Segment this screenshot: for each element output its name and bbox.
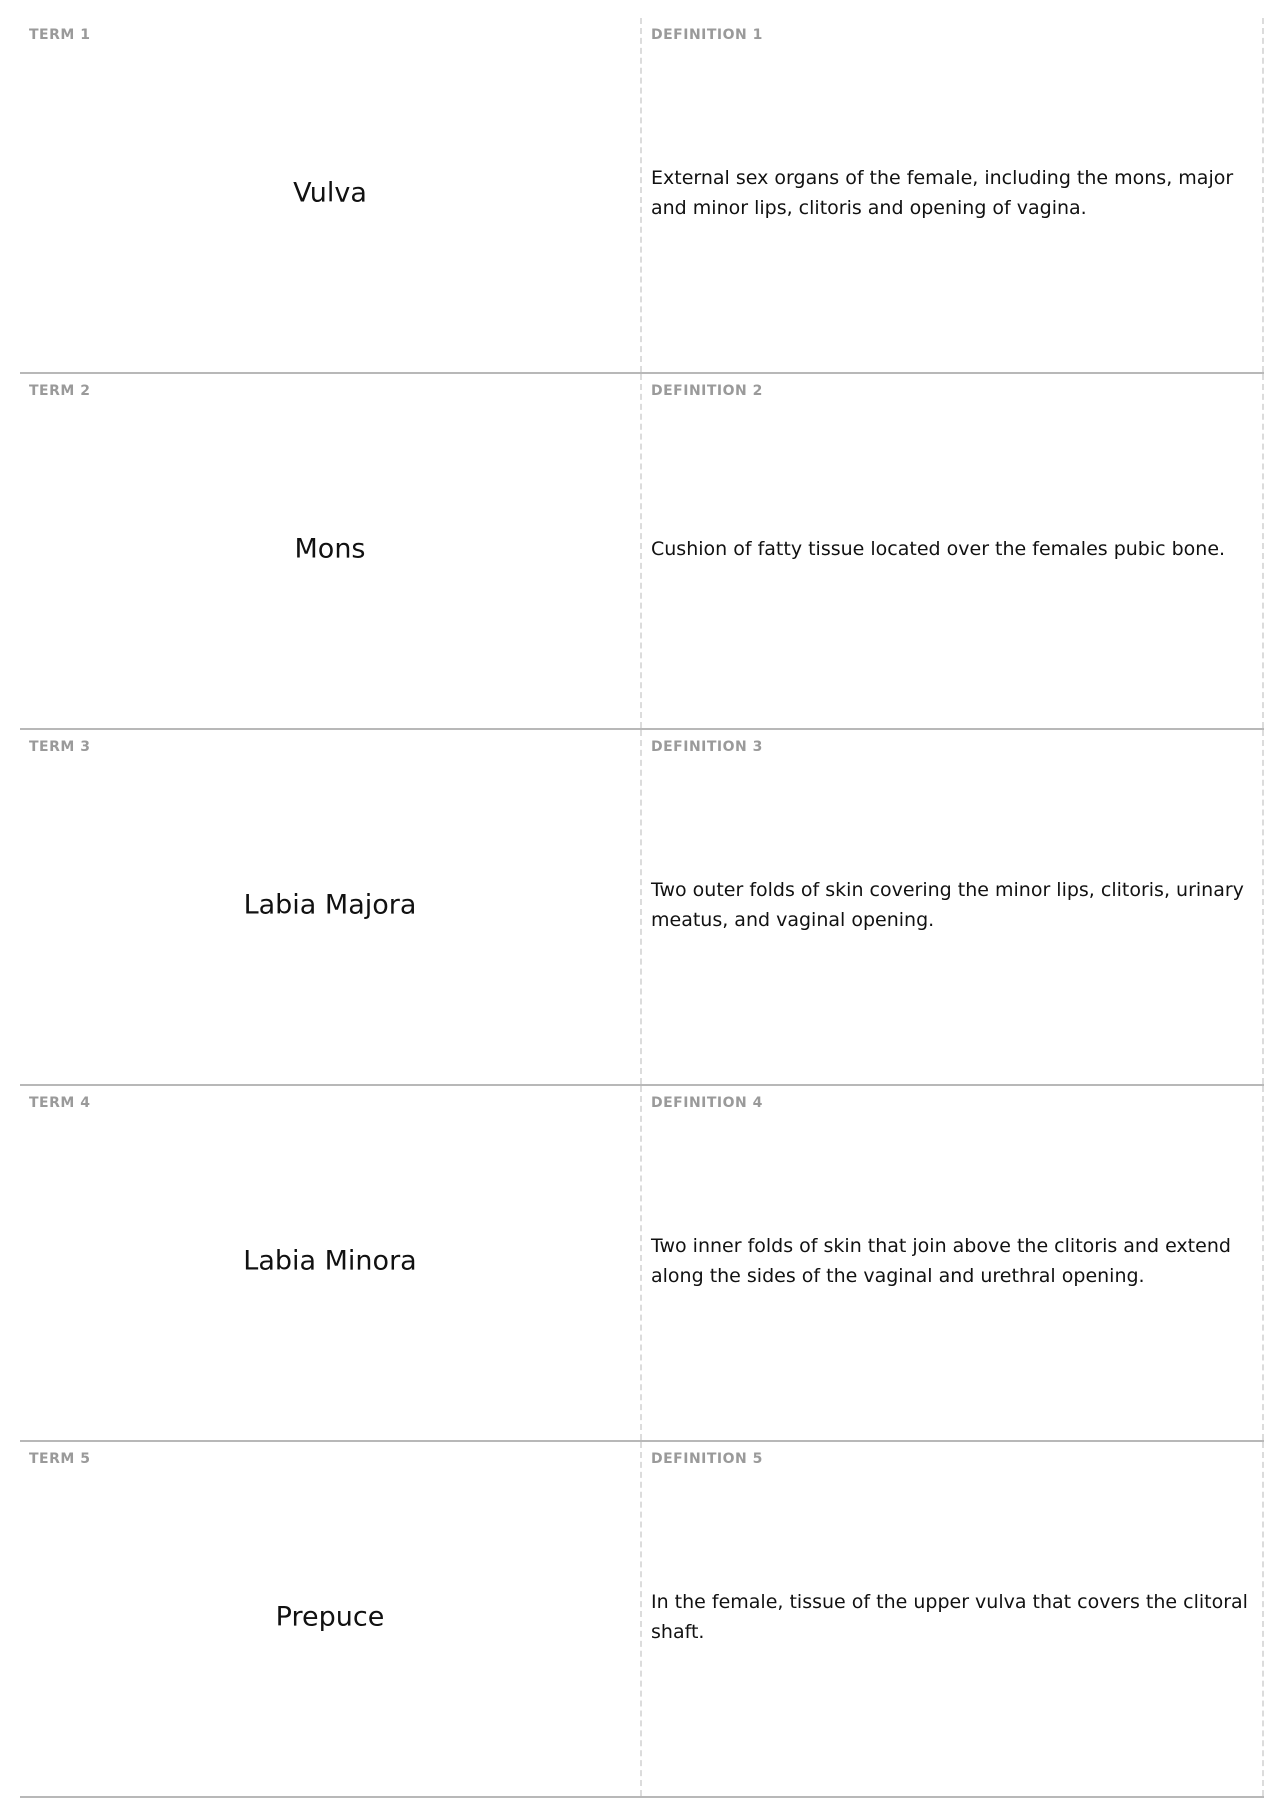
card-row	[20, 730, 1264, 1086]
definition-label: DEFINITION 3	[651, 739, 763, 755]
definition-label: DEFINITION 1	[651, 27, 763, 43]
term-cell	[20, 374, 642, 728]
card-row	[20, 1442, 1264, 1798]
definition-label: DEFINITION 5	[651, 1451, 763, 1467]
definition-cell	[642, 1086, 1264, 1440]
term-cell	[20, 730, 642, 1084]
definition-text: In the female, tissue of the upper vulva that covers the clitoral shaft.	[651, 1591, 1248, 1643]
definition-text: External sex organs of the female, including the mons, major and minor lips, clitoris and opening of vagina.	[651, 167, 1234, 219]
definition-label: DEFINITION 4	[651, 1095, 763, 1111]
flashcard-sheet	[20, 18, 1264, 1798]
definition-text: Two inner folds of skin that join above the clitoris and extend along the sides of the vaginal and urethral opening.	[651, 1235, 1231, 1287]
term-label: TERM 4	[29, 1095, 91, 1111]
definition-cell	[642, 730, 1264, 1084]
definition-cell	[642, 1442, 1264, 1796]
term-label: TERM 3	[29, 739, 91, 755]
term-label: TERM 2	[29, 383, 91, 399]
card-row	[20, 18, 1264, 374]
definition-text: Two outer folds of skin covering the minor lips, clitoris, urinary meatus, and vaginal opening.	[651, 879, 1244, 931]
card-row	[20, 374, 1264, 730]
term-cell	[20, 1442, 642, 1796]
definition-label: DEFINITION 2	[651, 383, 763, 399]
term-label: TERM 5	[29, 1451, 91, 1467]
term-label: TERM 1	[29, 27, 91, 43]
term-text: Vulva	[293, 177, 367, 209]
definition-cell	[642, 374, 1264, 728]
card-row	[20, 1086, 1264, 1442]
term-cell	[20, 18, 642, 372]
term-cell	[20, 1086, 642, 1440]
term-text: Labia Minora	[243, 1245, 417, 1277]
term-text: Prepuce	[275, 1601, 385, 1633]
term-text: Mons	[294, 533, 366, 565]
definition-text: Cushion of fatty tissue located over the females pubic bone.	[651, 538, 1226, 560]
term-text: Labia Majora	[243, 889, 417, 921]
definition-cell	[642, 18, 1264, 372]
